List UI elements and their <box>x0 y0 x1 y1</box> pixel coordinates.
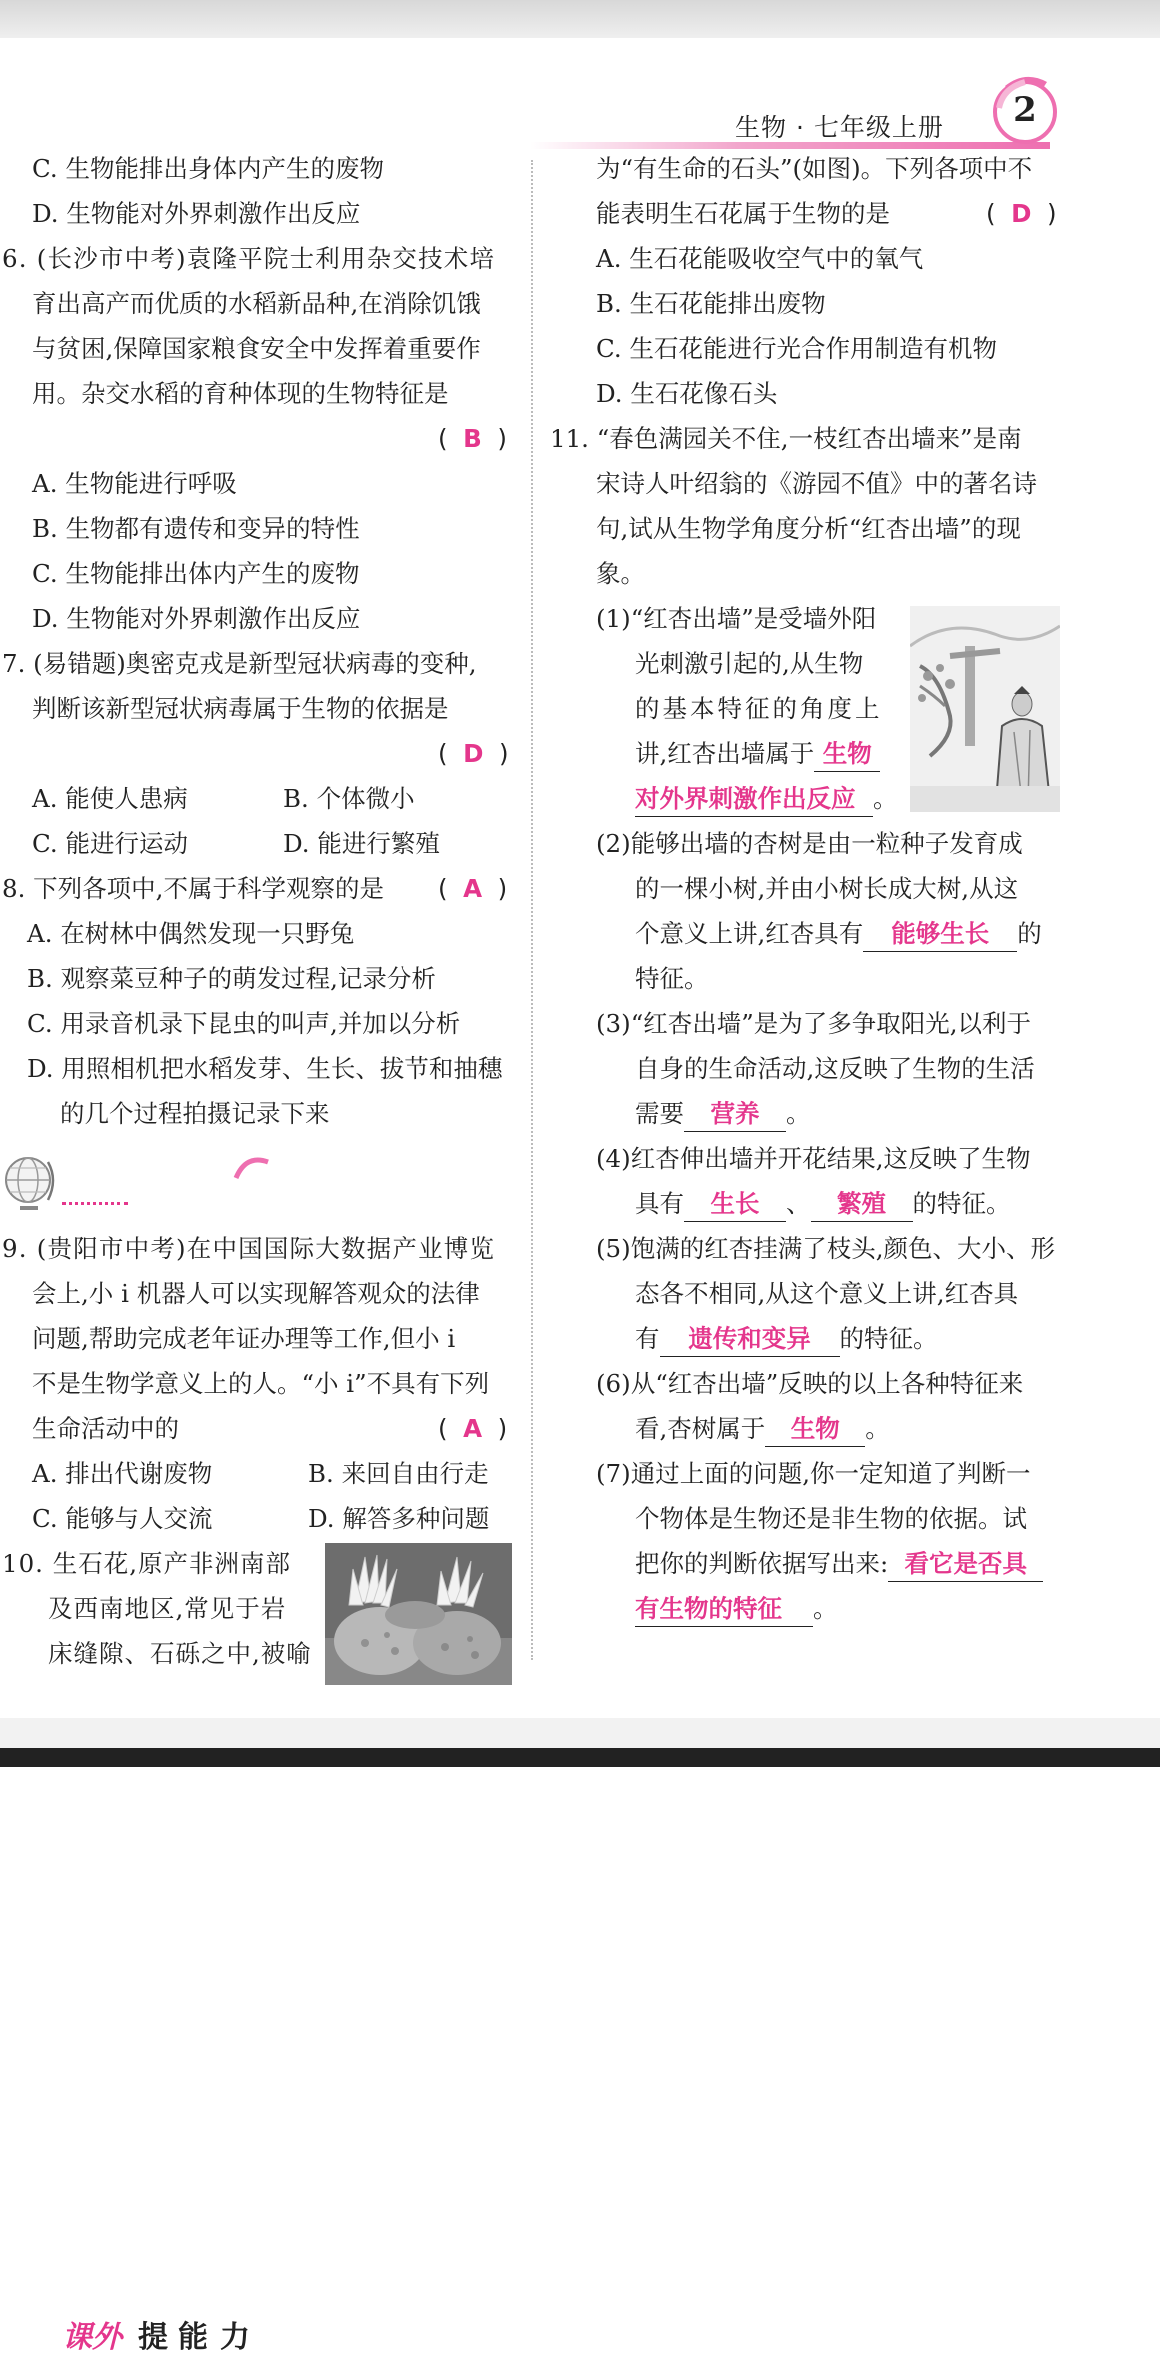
q7-option-b: B. 个体微小 <box>283 784 415 813</box>
q11-1-line4 <box>635 737 880 772</box>
q6-option-c: C. 生物能排出体内产生的废物 <box>32 559 360 588</box>
q8-option-b: B. 观察菜豆种子的萌发过程,记录分析 <box>27 964 436 993</box>
q7-option-a: A. 能使人患病 <box>32 784 188 813</box>
q11-3-line3 <box>635 1097 811 1132</box>
q9-option-c: C. 能够与人交流 <box>32 1504 213 1533</box>
q10-option-b: B. 生石花能排出废物 <box>596 289 826 318</box>
q11-7-line1: (7)通过上面的问题,你一定知道了判断一 <box>596 1459 1031 1488</box>
q11-1-line5 <box>635 782 898 817</box>
q11-3-line1: (3)“红杏出墙”是为了多争取阳光,以利于 <box>596 1009 1032 1038</box>
swoosh-icon <box>232 1152 272 1192</box>
q9-stem-line1: 9. (贵阳市中考)在中国国际大数据产业博览 <box>2 1234 496 1263</box>
q11-6-answer: 生物 <box>790 1414 840 1443</box>
q10-stem-line4: 为“有生命的石头”(如图)。下列各项中不 <box>596 154 1033 183</box>
q6-stem-line1: 6. (长沙市中考)袁隆平院士利用杂交技术培 <box>2 244 496 273</box>
q8-option-a: A. 在树林中偶然发现一只野兔 <box>27 919 355 948</box>
q11-3-text: 需要 <box>635 1099 684 1128</box>
q11-7-answer1: 看它是否具 <box>904 1549 1028 1578</box>
q9-stem-line5: 生命活动中的 <box>32 1414 179 1443</box>
column-divider <box>531 160 533 1660</box>
section-title-part3: 能 <box>178 2320 208 2355</box>
q11-1-line2: 光刺激引起的,从生物 <box>635 649 864 678</box>
q6-option-d: D. 生物能对外界刺激作出反应 <box>32 604 361 633</box>
page-number-badge <box>985 68 1065 148</box>
scholar-illustration <box>910 606 1060 812</box>
q11-7-line3 <box>635 1547 1043 1582</box>
q7-stem-line2: 判断该新型冠状病毒属于生物的依据是 <box>32 694 449 723</box>
q11-2-suffix: 的 <box>1017 919 1042 948</box>
q7-option-d: D. 能进行繁殖 <box>283 829 440 858</box>
q10-stem-line3: 床缝隙、石砾之中,被喻 <box>48 1639 312 1668</box>
q7-answer-bracket: ( D ) <box>438 739 509 768</box>
bottom-edge <box>0 1718 1160 1767</box>
q11-5-text: 有 <box>635 1324 660 1353</box>
q11-5-blank <box>660 1322 840 1357</box>
q11-1-text: 讲,红杏出墙属于 <box>635 739 815 768</box>
q8-option-c: C. 用录音机录下昆虫的叫声,并加以分析 <box>27 1009 461 1038</box>
q11-1-period: 。 <box>873 784 898 813</box>
q10-stem-line5: 能表明生石花属于生物的是 <box>596 199 890 228</box>
q11-4-blank1 <box>684 1187 786 1222</box>
q11-3-blank <box>684 1097 786 1132</box>
q11-7-blank2 <box>635 1592 813 1627</box>
q7-option-c: C. 能进行运动 <box>32 829 188 858</box>
q11-6-line1: (6)从“红杏出墙”反映的以上各种特征来 <box>596 1369 1024 1398</box>
q11-4-line1: (4)红杏伸出墙并开花结果,这反映了生物 <box>596 1144 1031 1173</box>
section-title-part1: 课外 <box>62 2320 122 2355</box>
q11-2-line4: 特征。 <box>635 964 709 993</box>
q11-7-answer2: 有生物的特征 <box>635 1594 782 1623</box>
q9-stem-line3: 问题,帮助完成老年证办理等工作,但小 i <box>32 1324 456 1353</box>
q11-6-blank <box>765 1412 865 1447</box>
q11-1-line1: (1)“红杏出墙”是受墙外阳 <box>596 604 877 633</box>
q11-6-period: 。 <box>865 1414 890 1443</box>
q11-5-line1: (5)饱满的红杏挂满了枝头,颜色、大小、形 <box>596 1234 1055 1263</box>
q11-4-line2 <box>635 1187 1011 1222</box>
q10-stem-line2: 及西南地区,常见于岩 <box>48 1594 287 1623</box>
q11-7-period: 。 <box>813 1594 838 1623</box>
q11-5-answer: 遗传和变异 <box>688 1324 811 1353</box>
top-edge <box>0 0 1160 38</box>
globe-icon <box>2 1148 62 1218</box>
q11-1-answer1: 生物 <box>822 739 872 768</box>
q11-3-answer: 营养 <box>710 1099 760 1128</box>
section-underline <box>62 1202 128 1205</box>
q6-answer: B <box>463 424 482 453</box>
q8-option-d-line1: D. 用照相机把水稻发芽、生长、拔节和抽穗 <box>27 1054 503 1083</box>
q11-1-blank1 <box>814 737 880 772</box>
q9-stem-line2: 会上,小 i 机器人可以实现解答观众的法律 <box>32 1279 480 1308</box>
q11-3-period: 。 <box>786 1099 811 1128</box>
lithops-photo <box>325 1543 512 1685</box>
q11-2-answer: 能够生长 <box>891 919 990 948</box>
q6-answer-bracket: ( B ) <box>438 424 507 453</box>
q9-option-d: D. 解答多种问题 <box>308 1504 490 1533</box>
q11-2-line1: (2)能够出墙的杏树是由一粒种子发育成 <box>596 829 1023 858</box>
q8-option-d-line2: 的几个过程拍摄记录下来 <box>60 1099 330 1128</box>
q11-4-blank2 <box>811 1187 913 1222</box>
q10-option-a: A. 生石花能吸收空气中的氧气 <box>596 244 924 273</box>
section-title-part4: 力 <box>220 2320 250 2355</box>
q7-answer: D <box>463 739 484 768</box>
q9-stem-line4: 不是生物学意义上的人。“小 i”不具有下列 <box>32 1369 490 1398</box>
q11-5-line3 <box>635 1322 938 1357</box>
q9-option-a: A. 排出代谢废物 <box>32 1459 213 1488</box>
q11-1-line3: 的基本特征的角度上 <box>635 694 883 723</box>
q6-stem-line4: 用。杂交水稻的育种体现的生物特征是 <box>32 379 449 408</box>
q8-stem: 8. 下列各项中,不属于科学观察的是 <box>2 874 384 903</box>
q10-stem-line1: 10. 生石花,原产非洲南部 <box>2 1549 292 1578</box>
q11-6-line2 <box>635 1412 890 1447</box>
q11-2-text: 个意义上讲,红杏具有 <box>635 919 864 948</box>
q11-2-blank <box>863 917 1017 952</box>
q5-option-d: D. 生物能对外界刺激作出反应 <box>32 199 361 228</box>
q11-stem-line2: 宋诗人叶绍翁的《游园不值》中的著名诗 <box>596 469 1037 498</box>
page-number: 2 <box>1013 90 1037 130</box>
q11-7-line2: 个物体是生物还是非生物的依据。试 <box>635 1504 1027 1533</box>
q11-1-answer2: 对外界刺激作出反应 <box>635 784 856 813</box>
book-title: 生物 · 七年级上册 <box>735 113 944 142</box>
q5-option-c: C. 生物能排出身体内产生的废物 <box>32 154 384 183</box>
q6-stem-line2: 育出高产而优质的水稻新品种,在消除饥饿 <box>32 289 481 318</box>
q11-4-text: 具有 <box>635 1189 684 1218</box>
q11-2-line2: 的一棵小树,并由小树长成大树,从这 <box>635 874 1019 903</box>
q7-stem-line1: 7. (易错题)奥密克戎是新型冠状病毒的变种, <box>2 649 477 678</box>
q11-4-answer1: 生长 <box>710 1189 760 1218</box>
q9-option-b: B. 来回自由行走 <box>308 1459 489 1488</box>
q10-answer-bracket: ( D ) <box>986 199 1057 228</box>
q8-answer: A <box>463 874 483 903</box>
q10-answer: D <box>1011 199 1032 228</box>
q11-6-text: 看,杏树属于 <box>635 1414 766 1443</box>
section-title-part2: 提 <box>138 2320 168 2355</box>
q11-2-line3 <box>635 917 1042 952</box>
q11-7-text: 把你的判断依据写出来: <box>635 1549 889 1578</box>
q11-7-blank1 <box>888 1547 1043 1582</box>
q6-stem-line3: 与贫困,保障国家粮食安全中发挥着重要作 <box>32 334 481 363</box>
q9-answer-bracket: ( A ) <box>438 1414 508 1443</box>
q11-5-line2: 态各不相同,从这个意义上讲,红杏具 <box>635 1279 1019 1308</box>
q11-stem-line1: 11. “春色满园关不住,一枝红杏出墙来”是南 <box>550 424 1022 453</box>
q8-answer-bracket: ( A ) <box>438 874 508 903</box>
q11-7-line4 <box>635 1592 838 1627</box>
q11-1-blank2 <box>635 782 873 817</box>
q11-3-line2: 自身的生命活动,这反映了生物的生活 <box>635 1054 1035 1083</box>
q11-4-suffix: 的特征。 <box>912 1189 1011 1218</box>
q6-option-b: B. 生物都有遗传和变异的特性 <box>32 514 360 543</box>
q11-4-separator: 、 <box>786 1189 811 1218</box>
q9-answer: A <box>463 1414 483 1443</box>
q11-stem-line3: 句,试从生物学角度分析“红杏出墙”的现 <box>596 514 1021 543</box>
q10-option-d: D. 生石花像石头 <box>596 379 778 408</box>
q11-stem-line4: 象。 <box>596 559 645 588</box>
q6-option-a: A. 生物能进行呼吸 <box>32 469 237 498</box>
q11-5-suffix: 的特征。 <box>839 1324 938 1353</box>
q10-option-c: C. 生石花能进行光合作用制造有机物 <box>596 334 997 363</box>
q11-4-answer2: 繁殖 <box>837 1189 886 1218</box>
